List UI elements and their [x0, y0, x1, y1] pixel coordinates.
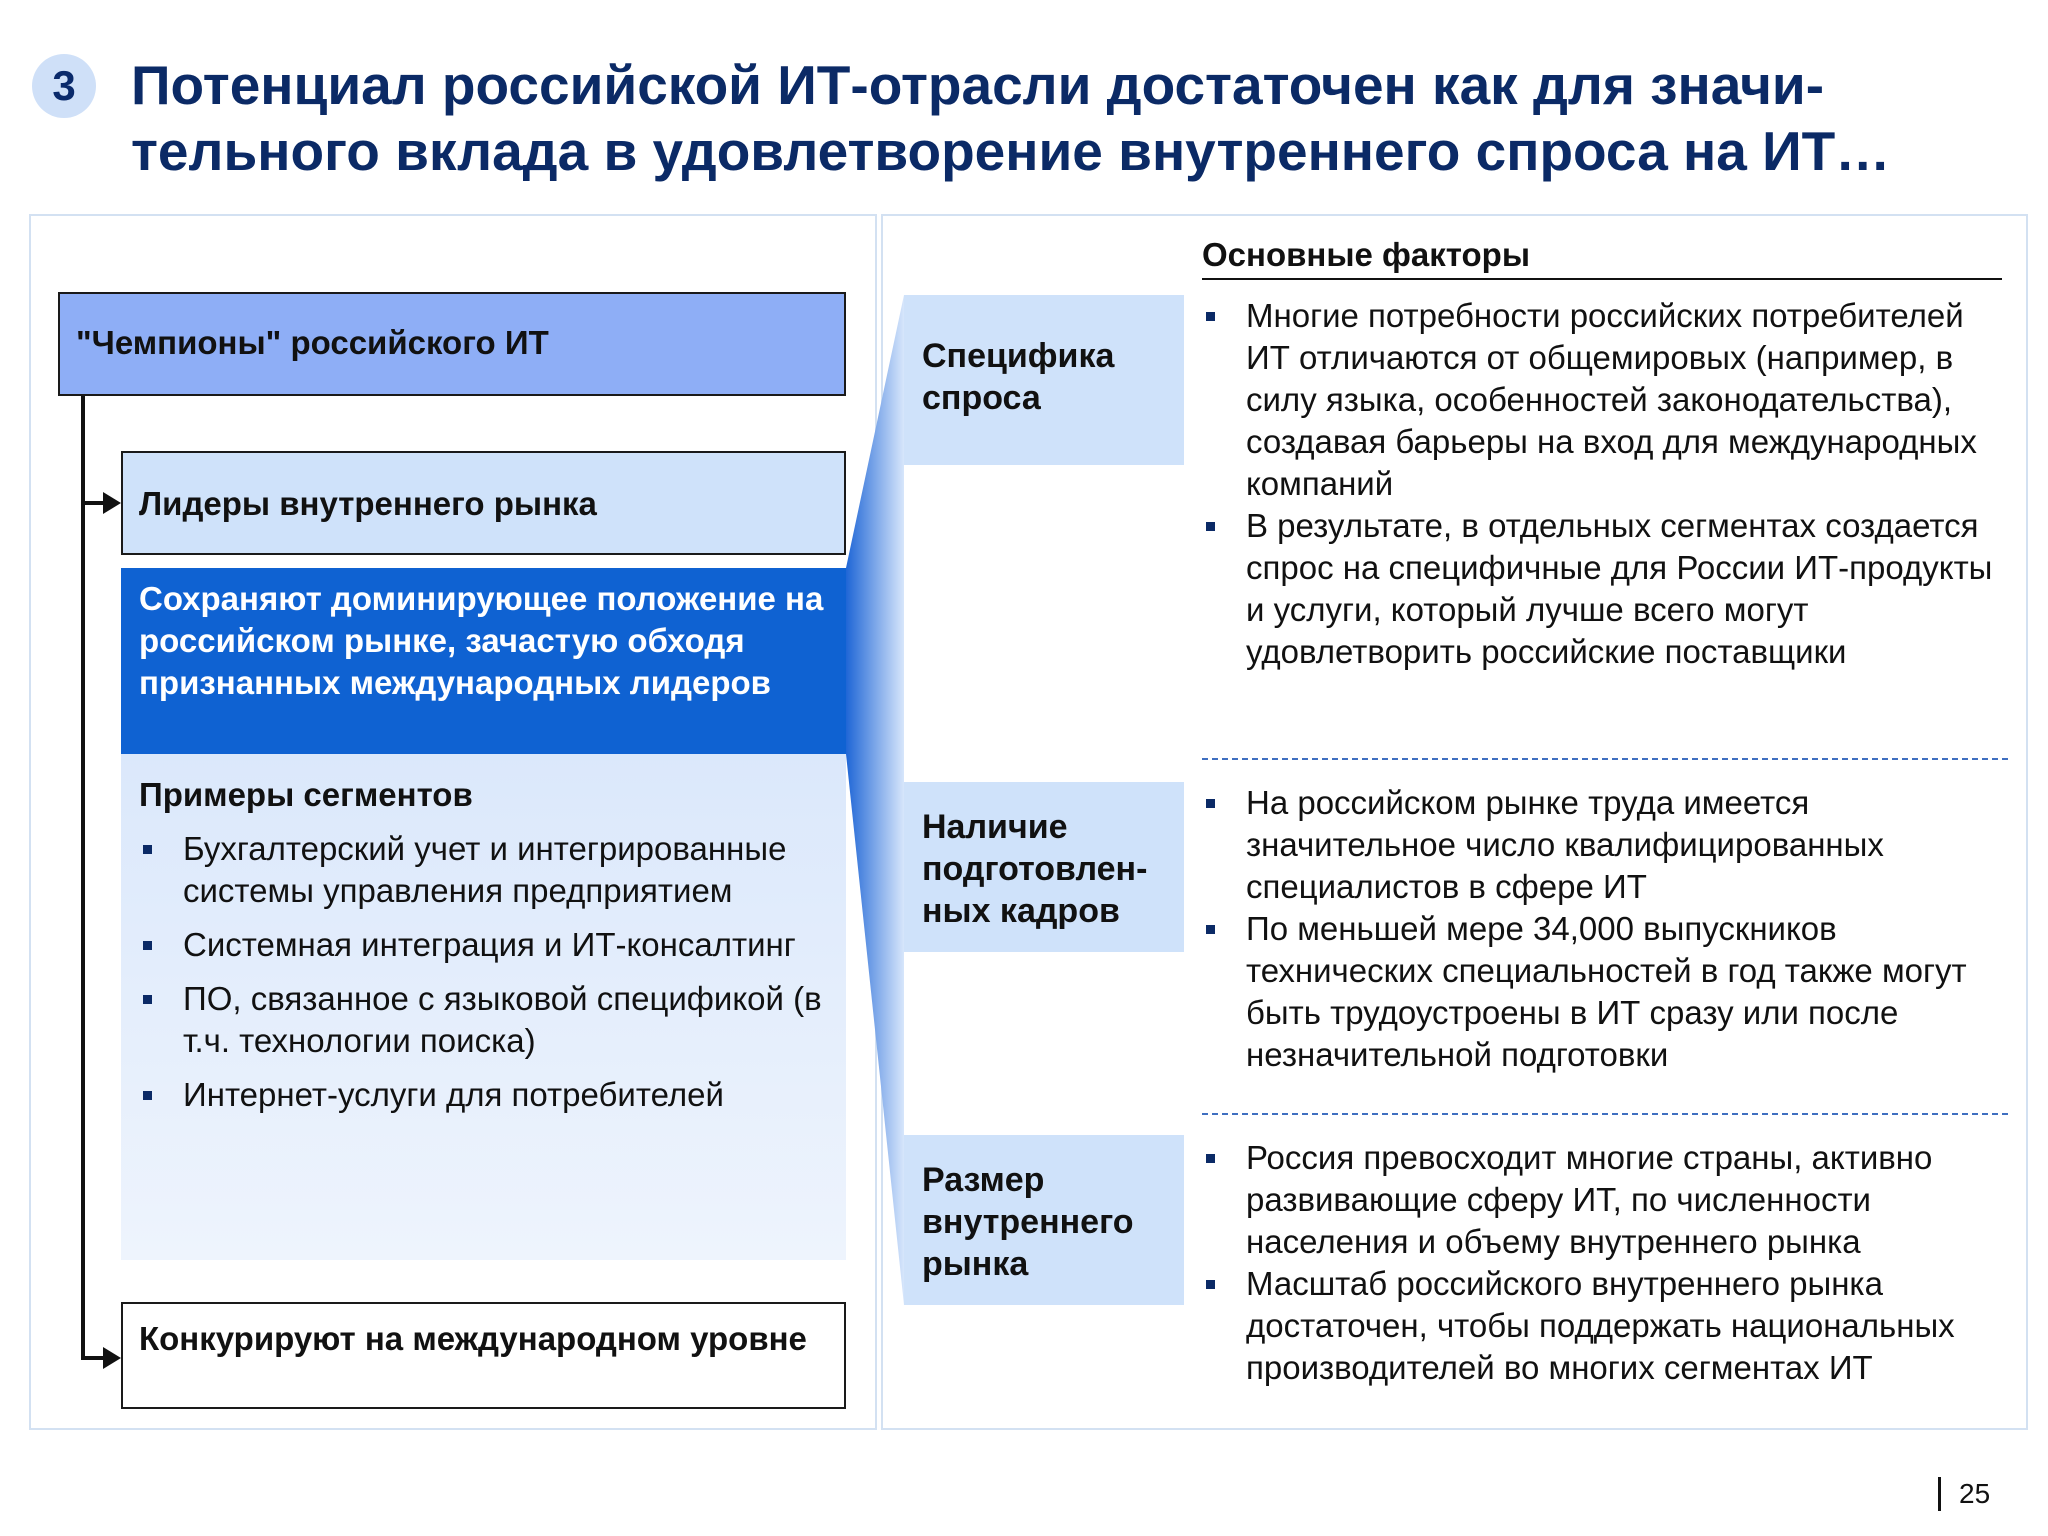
factor-bullet: Россия превосходит многие страны, активно развивающие сферу ИТ, по численности населения и объему внутреннего рынка [1202, 1137, 2010, 1263]
champions-box: "Чемпионы" российского ИТ [58, 292, 846, 396]
factor-label-talent: Наличие подготовлен-ных кадров [904, 782, 1184, 952]
factor-bullet: Многие потребности российских потребителей ИТ отличаются от общемировых (например, в силу языка, особенностей законодательства), создавая барьеры на вход для международных компаний [1202, 295, 2010, 505]
factor-bullet: Масштаб российского внутреннего рынка достаточен, чтобы поддержать национальных производителей во многих сегментах ИТ [1202, 1263, 2010, 1389]
arrow-leaders [103, 492, 121, 514]
section-number-badge: 3 [32, 54, 96, 118]
international-competitors-box: Конкурируют на международном уровне [121, 1302, 846, 1409]
divider-1 [1202, 758, 2008, 760]
factor-bullet: В результате, в отдельных сегментах создается спрос на специфичные для России ИТ-продукты и услуги, который лучше всего могут удовлетворить российские поставщики [1202, 505, 2010, 673]
domestic-leaders-box: Лидеры внутреннего рынка [121, 451, 846, 555]
examples-title: Примеры сегментов [139, 776, 473, 813]
factor-text-market-size [1202, 1137, 2010, 1389]
page-number: 25 [1938, 1477, 1990, 1511]
example-item: Системная интеграция и ИТ-консалтинг [139, 924, 828, 966]
factors-heading: Основные факторы [1202, 236, 2002, 280]
examples-list [139, 828, 828, 1116]
example-item: ПО, связанное с языковой спецификой (в т.ч. технологии поиска) [139, 978, 828, 1062]
hierarchy-line [81, 396, 85, 1360]
title-line-1: Потенциал российской ИТ-отрасли достаточен как для значи- [131, 54, 1825, 116]
factor-label-market-size: Размер внутреннего рынка [904, 1135, 1184, 1305]
title-line-2: тельного вклада в удовлетворение внутреннего спроса на ИТ… [131, 120, 1891, 182]
factor-bullet: На российском рынке труда имеется значительное число квалифицированных специалистов в сфере ИТ [1202, 782, 2010, 908]
slide-title [131, 52, 2011, 184]
factor-text-demand [1202, 295, 2010, 673]
leaders-description: Сохраняют доминирующее положение на российском рынке, зачастую обходя признанных международных лидеров [121, 568, 846, 754]
segment-examples [121, 754, 846, 1260]
funnel-connector [840, 290, 910, 1310]
divider-2 [1202, 1113, 2008, 1115]
factor-label-demand: Специфика спроса [904, 295, 1184, 465]
arrow-compete [103, 1347, 121, 1369]
example-item: Бухгалтерский учет и интегрированные системы управления предприятием [139, 828, 828, 912]
example-item: Интернет-услуги для потребителей [139, 1074, 828, 1116]
factor-bullet: По меньшей мере 34,000 выпускников технических специальностей в год также могут быть трудоустроены в ИТ сразу или после незначительной подготовки [1202, 908, 2010, 1076]
connector-compete [81, 1356, 105, 1360]
connector-leaders [81, 501, 105, 505]
factor-text-talent [1202, 782, 2010, 1076]
